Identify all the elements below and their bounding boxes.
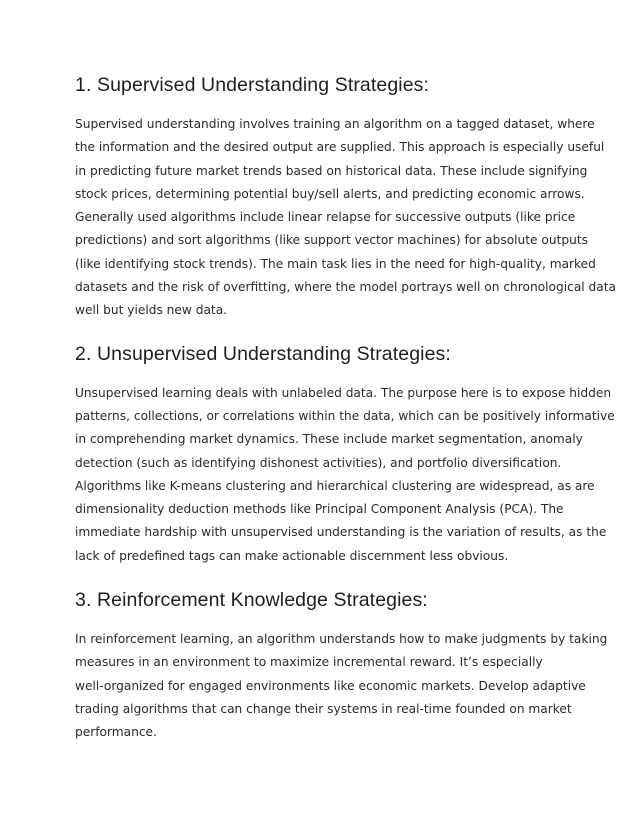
body-line: predictions) and sort algorithms (like support vector machines) for absolute outputs	[75, 233, 588, 248]
section-body	[75, 628, 608, 744]
body-line: (like identifying stock trends). The main task lies in the need for high-quality, marked	[75, 256, 596, 271]
body-line: performance.	[75, 725, 157, 740]
body-line: Algorithms like K-means clustering and hierarchical clustering are widespread, as are	[75, 478, 595, 493]
body-line: Generally used algorithms include linear relapse for successive outputs (like price	[75, 210, 576, 225]
section-unsupervised	[75, 341, 615, 568]
body-line: trading algorithms that can change their systems in real-time founded on market	[75, 701, 572, 716]
body-line: measures in an environment to maximize incremental reward. It’s especially	[75, 655, 543, 670]
body-line: Unsupervised learning deals with unlabeled data. The purpose here is to expose hidden	[75, 385, 612, 400]
body-line: in predicting future market trends based on historical data. These include signifying	[75, 163, 588, 178]
section-heading: 1. Supervised Understanding Strategies:	[75, 74, 430, 96]
body-line: the information and the desired output are supplied. This approach is especially useful	[75, 140, 605, 155]
body-line: stock prices, determining potential buy/sell alerts, and predicting economic arrows.	[75, 186, 585, 201]
section-body	[75, 113, 617, 323]
section-supervised	[75, 72, 617, 323]
body-line: immediate hardship with unsupervised understanding is the variation of results, as the	[75, 525, 607, 540]
body-line: patterns, collections, or correlations within the data, which can be positively informative	[75, 408, 615, 423]
body-line: In reinforcement learning, an algorithm understands how to make judgments by taking	[75, 632, 608, 647]
section-heading: 2. Unsupervised Understanding Strategies:	[75, 342, 451, 365]
section-heading: 3. Reinforcement Knowledge Strategies:	[75, 589, 428, 612]
body-line: datasets and the risk of overfitting, where the model portrays well on chronological data	[75, 280, 617, 295]
section-body	[75, 382, 615, 568]
document-page	[75, 72, 617, 745]
body-line: well-organized for engaged environments like economic markets. Develop adaptive	[75, 678, 586, 693]
section-reinforcement	[75, 587, 608, 744]
body-line: well but yields new data.	[75, 303, 228, 318]
body-line: dimensionality deduction methods like Principal Component Analysis (PCA). The	[75, 502, 564, 517]
body-line: lack of predefined tags can make actionable discernment less obvious.	[75, 548, 509, 563]
body-line: in comprehending market dynamics. These include market segmentation, anomaly	[75, 432, 583, 447]
body-line: Supervised understanding involves training an algorithm on a tagged dataset, where	[75, 117, 595, 131]
body-line: detection (such as identifying dishonest activities), and portfolio diversification.	[75, 455, 562, 470]
